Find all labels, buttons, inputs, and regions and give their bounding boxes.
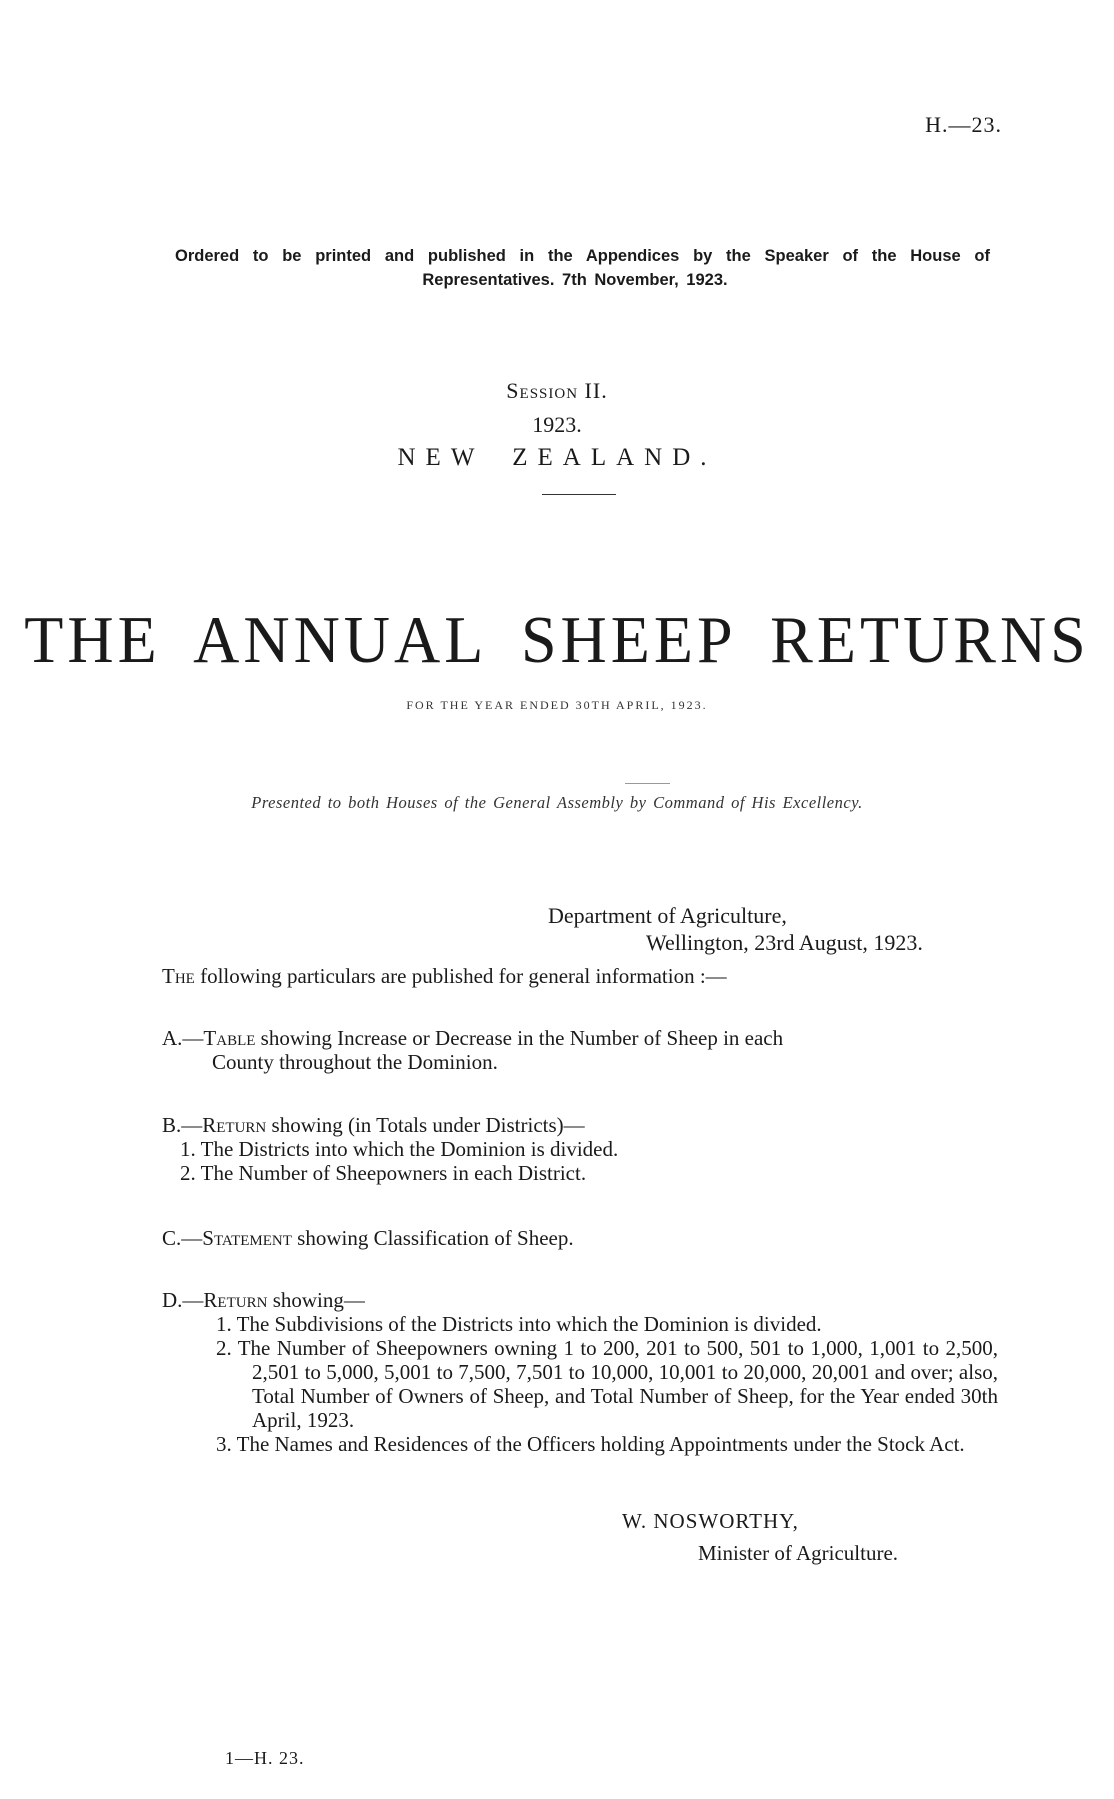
intro-text: following particulars are published for general information :— [194, 964, 727, 988]
department-line: Department of Agriculture, [548, 903, 787, 928]
order-note-line-1: Ordered to be printed and published in the Appendices by the Speaker of the House of [175, 247, 990, 265]
document-subtitle: FOR THE YEAR ENDED 30TH APRIL, 1923. [406, 698, 708, 712]
section-b-heading: Return [202, 1113, 267, 1137]
place-date-line: Wellington, 23rd August, 1923. [646, 930, 923, 955]
section-d-heading: Return [203, 1288, 268, 1312]
session-label: Session II. [506, 378, 608, 403]
divider-rule-small [625, 783, 670, 784]
section-a-line [162, 1026, 998, 1050]
intro-paragraph [162, 964, 727, 989]
section-d [162, 1288, 998, 1456]
section-c-heading: Statement [202, 1226, 292, 1250]
intro-lead: The [162, 964, 195, 988]
section-a-prefix: A.— [162, 1026, 204, 1050]
page-reference: H.—23. [925, 112, 1002, 137]
section-c-prefix: C.— [162, 1226, 203, 1250]
section-b-text: showing (in Totals under Districts)— [266, 1113, 585, 1137]
section-d-item: 1. The Subdivisions of the Districts into which the Dominion is divided. [216, 1312, 822, 1336]
section-b-prefix: B.— [162, 1113, 203, 1137]
section-b-item: 2. The Number of Sheepowners in each District. [180, 1161, 587, 1185]
section-a-text: showing Increase or Decrease in the Number of Sheep in each [255, 1026, 784, 1050]
section-b-line [162, 1113, 998, 1137]
order-note [160, 244, 990, 292]
divider-rule [542, 494, 616, 495]
section-a-continuation: County throughout the Dominion. [212, 1050, 498, 1074]
section-d-text: showing— [267, 1288, 365, 1312]
section-d-prefix: D.— [162, 1288, 204, 1312]
section-a [162, 1026, 998, 1074]
section-c [162, 1226, 998, 1250]
section-d-line [162, 1288, 998, 1312]
section-c-text: showing Classification of Sheep. [291, 1226, 574, 1250]
section-b [162, 1113, 998, 1185]
country-heading: NEW ZEALAND. [397, 444, 717, 471]
order-note-line-2: Representatives. 7th November, 1923. [422, 271, 728, 289]
signatory-title: Minister of Agriculture. [698, 1541, 899, 1565]
document-title: THE ANNUAL SHEEP RETURNS [24, 602, 1090, 677]
section-b-item: 1. The Districts into which the Dominion is divided. [180, 1137, 619, 1161]
signatory-name: W. NOSWORTHY, [622, 1509, 799, 1533]
signature-reference: 1—H. 23. [225, 1748, 305, 1768]
year-label: 1923. [532, 412, 582, 437]
presented-note: Presented to both Houses of the General Assembly by Command of His Excellency. [251, 793, 863, 812]
section-c-line [162, 1226, 998, 1250]
section-a-heading: Table [203, 1026, 256, 1050]
section-d-item: 2. The Number of Sheepowners owning 1 to 200, 201 to 500, 501 to 1,000, 1,001 to 2,500, 2,501 to 5,000, 5,001 to 7,500, 7,501 to 10,000, 10,001 to 20,000, 20,001 and over; also, Total Number of Owners of Sheep, and Total Number of Sheep, for the Year ended 30th April, 1923. [216, 1336, 998, 1432]
section-d-item: 3. The Names and Residences of the Officers holding Appointments under the Stock Act. [216, 1432, 965, 1456]
